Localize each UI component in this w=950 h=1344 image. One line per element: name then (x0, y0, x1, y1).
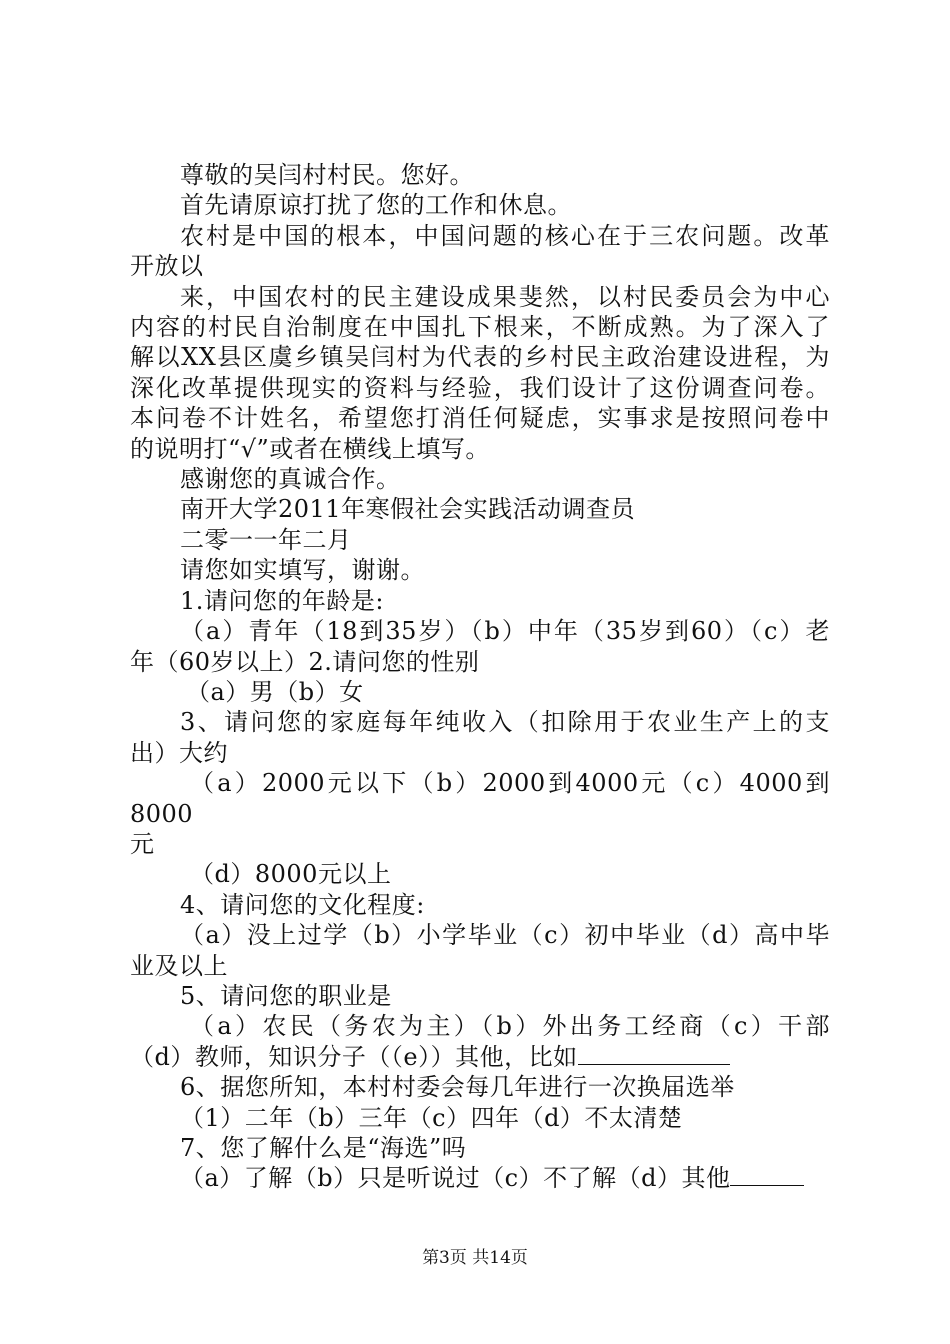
salutation: 尊敬的吴闫村村民。您好。 (180, 161, 474, 189)
date-line: 二零一一年二月 (180, 525, 352, 554)
question-3-options: （a）2000元以下（b）2000到4000元（c）4000到8000 (130, 769, 830, 828)
question-1-options: 年（60岁以上）2.请问您的性别 (130, 647, 480, 676)
intro-line: 内容的村民自治制度在中国扎下根来，不断成熟。为了深入了 (130, 313, 830, 342)
question-5-options (130, 1042, 830, 1072)
question-6: 6、据您所知，本村村委会每几年进行一次换届选举 (180, 1073, 735, 1102)
intro-line: 深化改革提供现实的资料与经验，我们设计了这份调查问卷。 (130, 373, 830, 402)
question-7: 7、您了解什么是“海选”吗 (180, 1134, 467, 1162)
fill-in-blank[interactable] (730, 1163, 804, 1186)
intro-line: 的说明打“√”或者在横线上填写。 (130, 434, 490, 463)
document-body (130, 160, 830, 1194)
question-5-options-text: （d）教师，知识分子（（e））其他，比如 (130, 1042, 578, 1071)
fill-in-blank[interactable] (578, 1042, 730, 1065)
intro-line: 来，中国农村的民主建设成果斐然，以村民委员会为中心 (180, 282, 830, 311)
question-6-options: （1）二年（b）三年（c）四年（d）不太清楚 (180, 1103, 683, 1132)
apology: 首先请原谅打扰了您的工作和休息。 (180, 191, 572, 220)
question-7-options-text: （a）了解（b）只是听说过（c）不了解（d）其他 (180, 1164, 731, 1193)
question-1-options: （a）青年（18到35岁）（b）中年（35岁到60）（c）老 (180, 617, 830, 646)
question-4-options: 业及以上 (130, 951, 228, 980)
question-4: 4、请问您的文化程度: (180, 890, 425, 919)
request-line: 请您如实填写，谢谢。 (180, 556, 425, 585)
question-3: 出）大约 (130, 738, 228, 767)
page-footer: 第3页 共14页 (422, 1248, 528, 1268)
question-3-options: 元 (130, 829, 155, 858)
question-2-options: （a）男（b）女 (186, 677, 364, 706)
question-5: 5、请问您的职业是 (180, 981, 392, 1010)
question-4-options: （a）没上过学（b）小学毕业（c）初中毕业（d）高中毕 (180, 921, 830, 950)
question-5-options: （a）农民（务农为主）（b）外出务工经商（c）干部 (190, 1012, 830, 1041)
intro-line: 解以XX县区虞乡镇吴闫村为代表的乡村民主政治建设进程，为 (130, 343, 830, 372)
question-7-options (130, 1163, 830, 1193)
intro-line: 农村是中国的根本，中国问题的核心在于三农问题。改革 (180, 221, 830, 250)
question-1: 1.请问您的年龄是: (180, 586, 384, 615)
intro-line: 本问卷不计姓名，希望您打消任何疑虑，实事求是按照问卷中 (130, 404, 830, 433)
signature: 南开大学2011年寒假社会实践活动调查员 (180, 495, 636, 524)
thanks-line: 感谢您的真诚合作。 (180, 465, 401, 494)
question-3-options: （d）8000元以上 (190, 860, 392, 889)
intro-line: 开放以 (130, 252, 204, 281)
question-3: 3、请问您的家庭每年纯收入（扣除用于农业生产上的支 (180, 708, 830, 737)
